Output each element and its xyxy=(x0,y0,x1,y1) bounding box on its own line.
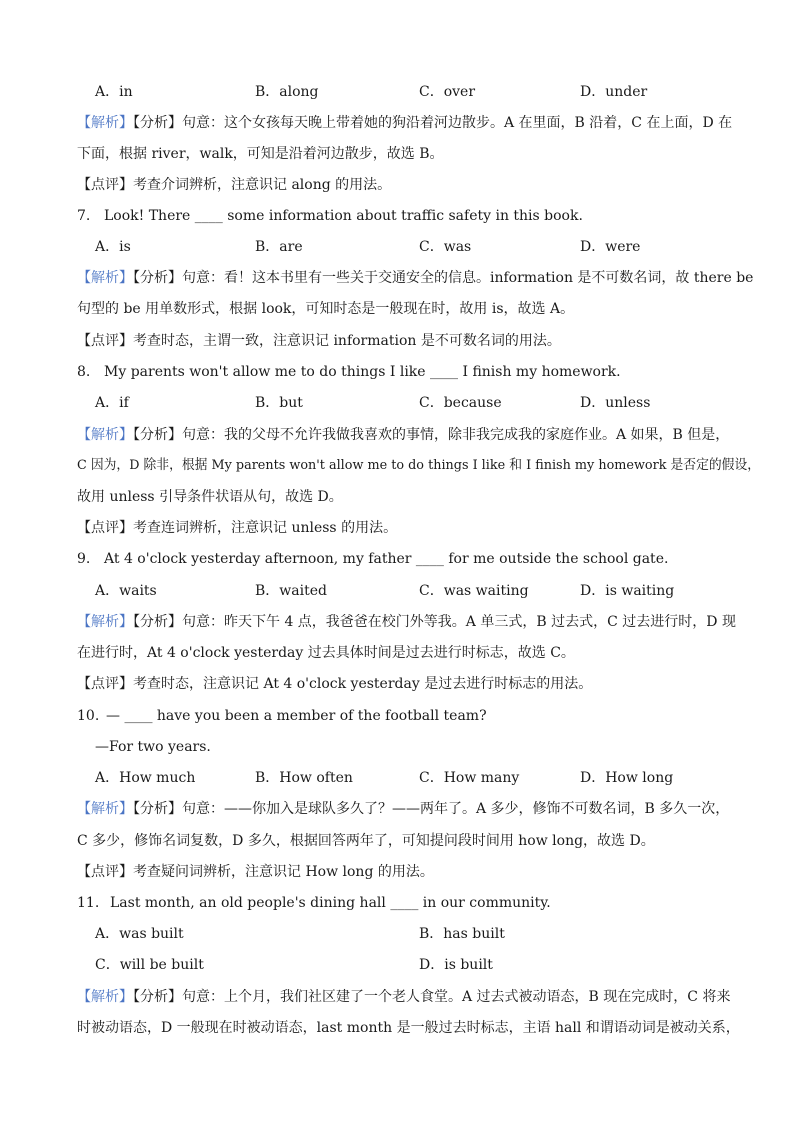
q6-option-d: D．under xyxy=(580,84,648,100)
q6-analysis-text1: 【分析】句意：这个女孩每天晚上带着她的狗沿着河边散步。A 在里面，B 沿着，C 在上面，D 在 xyxy=(133,115,733,131)
analysis-tag: 【解析】 xyxy=(77,270,133,286)
q8-stem-line xyxy=(0,359,794,385)
q11-option-a: A．was built xyxy=(95,926,184,942)
q11-option-c: C．will be built xyxy=(95,957,204,973)
q11-stem-line xyxy=(0,890,794,916)
q11-options-row1 xyxy=(0,921,794,947)
q7-number: 7. xyxy=(77,208,91,224)
q10-analysis-line2: C 多少，修饰名词复数，D 多久，根据回答两年了，可知提问段时间用 how long，故选 D。 xyxy=(77,833,655,849)
q6-analysis-text2: 下面，根据 river，walk，可知是沿着河边散步，故选 B。 xyxy=(77,146,444,162)
q8-option-d: D．unless xyxy=(580,395,651,411)
q6-analysis-line2 xyxy=(0,141,794,167)
q9-options xyxy=(0,578,794,604)
q10-options xyxy=(0,765,794,791)
q9-option-d: D．is waiting xyxy=(580,583,675,599)
analysis-tag: 【解析】 xyxy=(77,115,133,131)
q10-stem-line xyxy=(0,703,794,729)
q8-option-c: C．because xyxy=(419,395,502,411)
q11-number: 11. xyxy=(77,895,100,911)
q8-option-a: A．if xyxy=(95,395,129,411)
q11-option-d: D．is built xyxy=(419,957,493,973)
q10-option-c: C．How many xyxy=(419,770,520,786)
q8-analysis-line3: 故用 unless 引导条件状语从句，故选 D。 xyxy=(77,489,343,505)
q10-option-d: D．How long xyxy=(580,770,674,786)
q6-analysis-line1 xyxy=(0,110,794,136)
q11-options-row2 xyxy=(0,952,794,978)
q10-analysis-line1: 【解析】【分析】句意：——你加入是球队多久了？——两年了。A 多少，修饰不可数名词，B 多久一次， xyxy=(77,801,730,817)
q7-stem-line xyxy=(0,203,794,229)
q7-option-b: B．are xyxy=(255,239,303,255)
analysis-tag: 【解析】 xyxy=(77,801,133,817)
q7-option-d: D．were xyxy=(580,239,641,255)
analysis-tag: 【解析】 xyxy=(77,989,133,1005)
q8-analysis-line1: 【解析】【分析】句意：我的父母不允许我做我喜欢的事情，除非我完成我的家庭作业。A 如果，B 但是， xyxy=(77,427,730,443)
analysis-tag: 【解析】 xyxy=(77,427,133,443)
q8-options xyxy=(0,390,794,416)
q7-option-c: C．was xyxy=(419,239,472,255)
q10-comment: 【点评】考查疑问词辨析，注意识记 How long 的用法。 xyxy=(77,864,434,880)
q9-option-c: C．was waiting xyxy=(419,583,529,599)
q9-stem: At 4 o'clock yesterday afternoon, my father ____ for me outside the school gate. xyxy=(104,551,669,567)
q7-analysis-line2: 句型的 be 用单数形式，根据 look，可知时态是一般现在时，故用 is，故选 A。 xyxy=(77,301,575,317)
q6-option-a: A．in xyxy=(95,84,133,100)
q8-number: 8. xyxy=(77,364,91,380)
analysis-tag: 【解析】 xyxy=(77,614,133,630)
q7-analysis-line1: 【解析】【分析】句意：看！这本书里有一些关于交通安全的信息。information 是不可数名词，故 there be xyxy=(77,270,754,286)
q10-option-a: A．How much xyxy=(95,770,196,786)
q7-options xyxy=(0,234,794,260)
q9-stem-line xyxy=(0,546,794,572)
q11-analysis-line2: 时被动语态，D 一般现在时被动语态，last month 是一般过去时标志，主语 hall 和谓语动词是被动关系， xyxy=(77,1020,740,1036)
q9-option-b: B．waited xyxy=(255,583,327,599)
q6-option-c: C．over xyxy=(419,84,476,100)
q7-option-a: A．is xyxy=(95,239,131,255)
q6-options xyxy=(0,79,794,105)
q7-comment: 【点评】考查时态，主谓一致，注意识记 information 是不可数名词的用法。 xyxy=(77,333,561,349)
q11-stem: Last month, an old people's dining hall ____ in our community. xyxy=(110,895,551,911)
q9-comment: 【点评】考查时态，注意识记 At 4 o'clock yesterday 是过去进行时标志的用法。 xyxy=(77,676,593,692)
q9-analysis-line2: 在进行时，At 4 o'clock yesterday 过去具体时间是过去进行时标志，故选 C。 xyxy=(77,645,575,661)
q8-analysis-line2: C 因为，D 除非，根据 My parents won't allow me to do things I like 和 I finish my homework 是否定的假设， xyxy=(77,458,761,473)
q9-analysis-line1: 【解析】【分析】句意：昨天下午 4 点，我爸爸在校门外等我。A 单三式，B 过去式，C 过去进行时，D 现 xyxy=(77,614,736,630)
q8-option-b: B．but xyxy=(255,395,303,411)
q9-number: 9. xyxy=(77,551,91,567)
q8-comment: 【点评】考查连词辨析，注意识记 unless 的用法。 xyxy=(77,520,398,536)
q11-analysis-line1: 【解析】【分析】句意：上个月，我们社区建了一个老人食堂。A 过去式被动语态，B 现在完成时，C 将来 xyxy=(77,989,731,1005)
q11-option-b: B．has built xyxy=(419,926,505,942)
q10-number: 10. xyxy=(77,708,100,724)
q9-option-a: A．waits xyxy=(95,583,157,599)
q6-option-b: B．along xyxy=(255,84,319,100)
q10-option-b: B．How often xyxy=(255,770,353,786)
q10-answer-line: —For two years. xyxy=(95,739,211,755)
q8-stem: My parents won't allow me to do things I like ____ I finish my homework. xyxy=(104,364,621,380)
q6-comment: 【点评】考查介词辨析，注意识记 along 的用法。 xyxy=(77,177,392,193)
q10-stem: — ____ have you been a member of the football team? xyxy=(106,708,487,724)
q7-stem: Look! There ____ some information about traffic safety in this book. xyxy=(104,208,583,224)
